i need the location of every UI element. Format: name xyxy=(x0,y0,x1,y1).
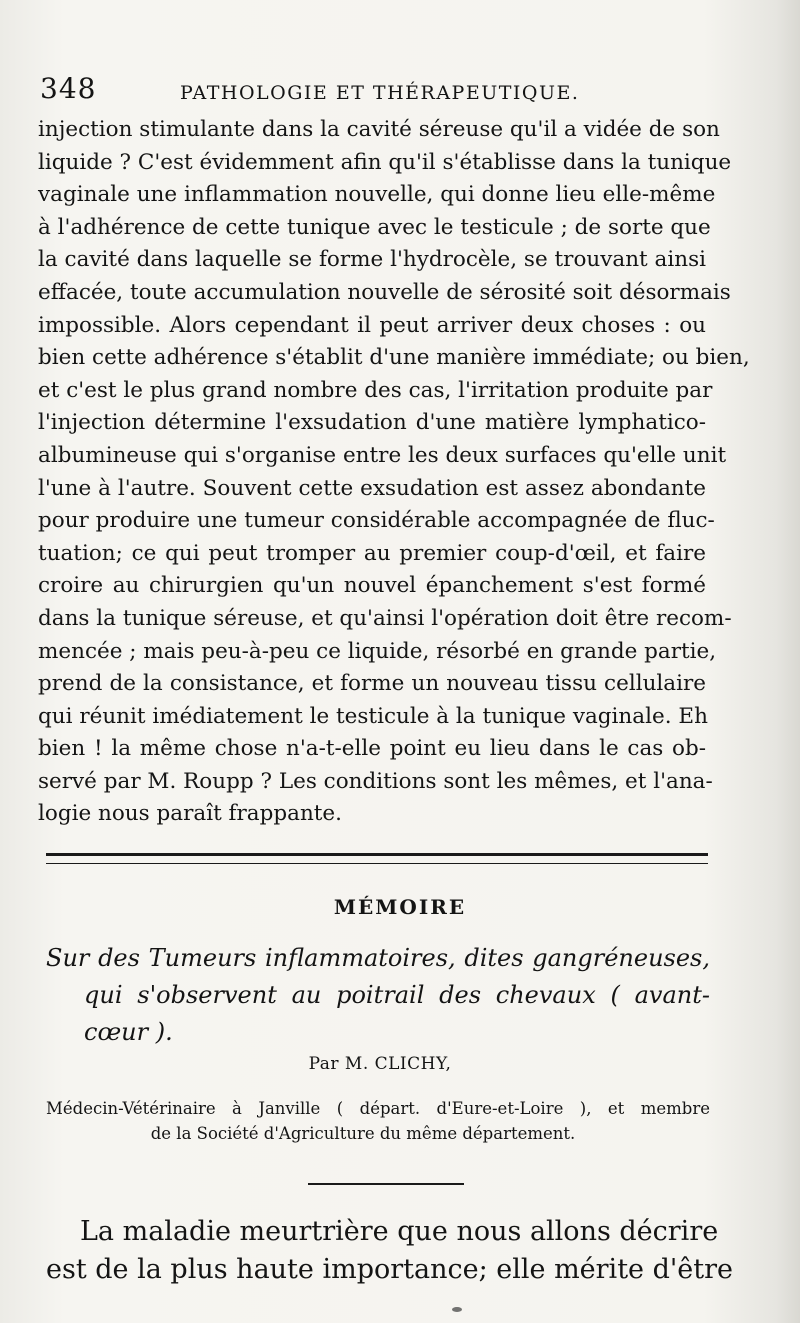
text-line: effacée, toute accumulation nouvelle de sérosité soit désormais xyxy=(38,279,731,305)
memoire-subtitle xyxy=(46,940,710,1051)
text-line: albumineuse qui s'organise entre les deux surfaces qu'elle unit xyxy=(38,442,727,468)
author-byline: Par M. CLICHY, xyxy=(308,1054,452,1074)
section-divider xyxy=(46,853,708,864)
subtitle-line: cœur ). xyxy=(84,1018,173,1046)
text-line: à l'adhérence de cette tunique avec le testicule ; de sorte que xyxy=(38,214,711,240)
text-line: l'injection détermine l'exsudation d'une matière lymphatico- xyxy=(38,410,706,436)
short-divider xyxy=(308,1183,464,1185)
lead-paragraph xyxy=(46,1213,734,1289)
author-affiliation xyxy=(46,1096,710,1146)
page-number: 348 xyxy=(40,72,97,105)
lead-line: La maladie meurtrière que nous allons décrire xyxy=(80,1216,719,1247)
text-line: bien ! la même chose n'a-t-elle point eu lieu dans le cas ob- xyxy=(38,736,706,762)
text-line: pour produire une tumeur considérable accompagnée de fluc- xyxy=(38,508,715,534)
text-line: croire au chirurgien qu'un nouvel épanchement s'est formé xyxy=(38,573,706,599)
affiliation-line: de la Société d'Agriculture du même département. xyxy=(150,1124,576,1143)
running-head: PATHOLOGIE ET THÉRAPEUTIQUE. xyxy=(180,82,580,104)
text-line: mencée ; mais peu-à-peu ce liquide, résorbé en grande partie, xyxy=(38,638,717,664)
page-header xyxy=(40,72,740,112)
text-line: prend de la consistance, et forme un nouveau tissu cellulaire xyxy=(38,671,706,697)
body-paragraph xyxy=(38,114,750,831)
text-line: dans la tunique séreuse, et qu'ainsi l'opération doit être recom- xyxy=(38,605,732,631)
memoire-title: MÉMOIRE xyxy=(333,895,467,919)
text-line: qui réunit imédiatement le testicule à la tunique vaginale. Eh xyxy=(38,703,708,729)
text-line: la cavité dans laquelle se forme l'hydrocèle, se trouvant ainsi xyxy=(38,247,706,273)
text-line: liquide ? C'est évidemment afin qu'il s'établisse dans la tunique xyxy=(38,149,732,175)
text-line: impossible. Alors cependant il peut arriver deux choses : ou xyxy=(38,312,706,338)
text-line: tuation; ce qui peut tromper au premier coup-d'œil, et faire xyxy=(38,540,706,566)
text-line: et c'est le plus grand nombre des cas, l'irritation produite par xyxy=(38,377,713,403)
subtitle-line: Sur des Tumeurs inflammatoires, dites gangréneuses, xyxy=(46,944,710,972)
ink-mark xyxy=(452,1307,462,1312)
affiliation-line: Médecin-Vétérinaire à Janville ( départ. d'Eure-et-Loire ), et membre xyxy=(46,1099,710,1118)
lead-line: est de la plus haute importance; elle mérite d'être xyxy=(46,1254,734,1285)
text-line: vaginale une inflammation nouvelle, qui donne lieu elle-même xyxy=(38,182,716,208)
subtitle-line: qui s'observent au poitrail des chevaux ( avant- xyxy=(84,981,710,1009)
text-line: bien cette adhérence s'établit d'une manière immédiate; ou bien, xyxy=(38,345,750,371)
text-line: servé par M. Roupp ? Les conditions sont les mêmes, et l'ana- xyxy=(38,768,713,794)
text-line: logie nous paraît frappante. xyxy=(38,801,342,827)
text-line: injection stimulante dans la cavité séreuse qu'il a vidée de son xyxy=(38,117,720,142)
text-line: l'une à l'autre. Souvent cette exsudation est assez abondante xyxy=(38,475,706,501)
